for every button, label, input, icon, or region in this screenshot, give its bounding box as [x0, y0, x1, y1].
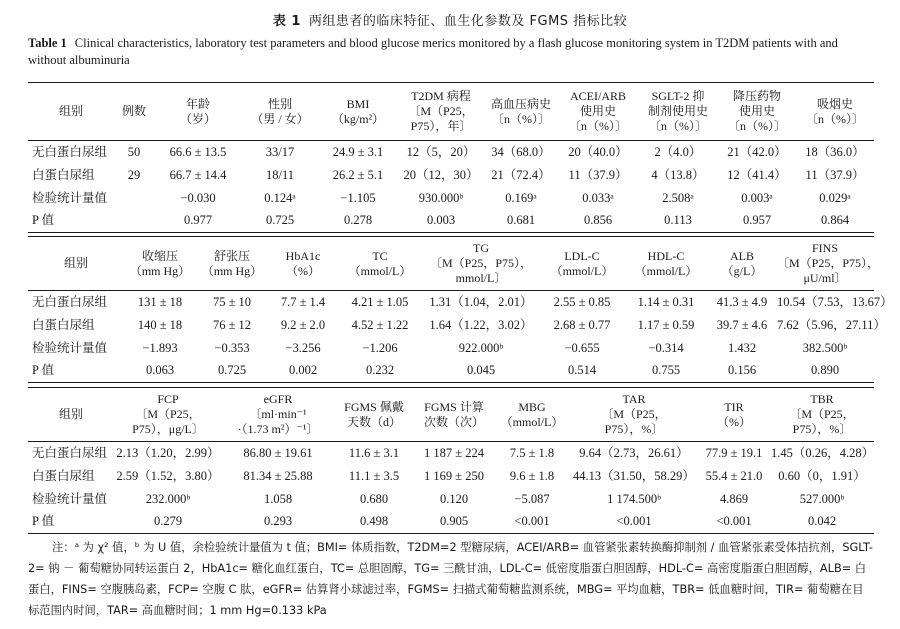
section-3-table [28, 387, 874, 534]
table-cell: 0.755 [624, 360, 708, 383]
table-cell: −0.030 [180, 190, 216, 205]
table-cell: 1 187 ± 224 [424, 445, 484, 460]
table-cell: 1.64（1.22，3.02） [429, 317, 533, 332]
row-label: 白蛋白尿组 [32, 317, 95, 332]
table-cell: 11.1 ± 3.5 [348, 468, 400, 483]
table-cell: 0.60（0，1.91） [778, 468, 866, 483]
table-cell: 0.042 [770, 511, 874, 534]
table-cell: 4（13.8） [651, 167, 705, 182]
table-title-english [28, 35, 872, 69]
table-cell: 527.000ᵇ [799, 491, 845, 506]
table-cell: 20（40.0） [568, 144, 628, 159]
table-cell: −1.893 [142, 340, 178, 355]
table-cell: 0.029ᵃ [819, 190, 851, 205]
table-cell: −0.655 [564, 340, 600, 355]
header-cell: SGLT-2 抑 制剂使用史 〔n（%）〕 [638, 83, 718, 141]
table-cell: 41.3 ± 4.9 [716, 294, 768, 309]
header-cell: FINS 〔M（P25，P75）， μU/ml〕 [776, 237, 874, 291]
table-cell: 0.002 [268, 360, 338, 383]
table-cell: 0.856 [558, 210, 638, 233]
header-cell: FGMS 佩戴 天数（d） [334, 388, 414, 442]
header-cell: 例数 [114, 83, 154, 141]
table-cell: 7.5 ± 1.8 [509, 445, 555, 460]
table-number-cn: 表 1 [272, 14, 301, 29]
table-cell: 18/11 [265, 167, 294, 182]
table-cell: −3.256 [285, 340, 321, 355]
table-cell: 76 ± 12 [212, 317, 252, 332]
table-title-chinese [0, 10, 900, 29]
header-cell: ALB （g/L） [708, 237, 776, 291]
header-cell: TG 〔M（P25，P75）， mmol/L〕 [422, 237, 540, 291]
row-label: 无白蛋白尿组 [32, 445, 108, 460]
table-cell: 12（5，20） [406, 144, 476, 159]
table-cell: 11（37.9） [568, 167, 628, 182]
table-cell: 4.21 ± 1.05 [351, 294, 409, 309]
header-cell: 性别 （男 / 女） [242, 83, 318, 141]
table-cell: 0.681 [484, 210, 558, 233]
table-cell: 1.31（1.04，2.01） [429, 294, 533, 309]
table-cell [114, 187, 154, 210]
table-cell: 0.680 [359, 491, 389, 506]
table-cell: 0.498 [334, 511, 414, 534]
table-cell: 66.7 ± 14.4 [169, 167, 227, 182]
table-cell: 0.063 [124, 360, 196, 383]
table-cell: 2.508ᵃ [662, 190, 694, 205]
table-cell: 0.045 [422, 360, 540, 383]
table-cell: 0.120 [439, 491, 469, 506]
table-cell: 1 174.500ᵇ [607, 491, 661, 506]
table-cell: 33/17 [265, 144, 295, 159]
table-cell: 922.000ᵇ [458, 340, 504, 355]
table-cell: 75 ± 10 [212, 294, 252, 309]
table-cell: −1.206 [362, 340, 398, 355]
table-cell: 50 [127, 144, 141, 159]
table-cell: 44.13（31.50，58.29） [573, 468, 695, 483]
header-cell: BMI （kg/m²） [318, 83, 398, 141]
table-cell: 0.725 [242, 210, 318, 233]
table-cell: 4.869 [719, 491, 749, 506]
table-cell: 0.977 [154, 210, 242, 233]
table-cell: 24.9 ± 3.1 [332, 144, 384, 159]
table-cell: 2（4.0） [654, 144, 702, 159]
table-cell: 2.68 ± 0.77 [553, 317, 611, 332]
table-cell: −5.087 [514, 491, 550, 506]
table-cell: 0.003 [398, 210, 484, 233]
header-cell: HbA1c （%） [268, 237, 338, 291]
table-cell: 0.169ᵃ [505, 190, 537, 205]
table-cell: 55.4 ± 21.0 [705, 468, 763, 483]
table-cell: 39.7 ± 4.6 [716, 317, 768, 332]
row-label: 检验统计量值 [32, 190, 108, 205]
table-cell: 0.003ᵃ [741, 190, 773, 205]
table-cell: 86.80 ± 19.61 [243, 445, 313, 460]
table-cell: 0.232 [338, 360, 422, 383]
section-1-table [28, 82, 874, 233]
row-label: 白蛋白尿组 [32, 167, 95, 182]
row-label: 检验统计量值 [32, 491, 108, 506]
row-label: P 值 [28, 360, 124, 383]
table-cell: −0.353 [214, 340, 250, 355]
header-cell: 降压药物 使用史 〔n（%）〕 [718, 83, 796, 141]
header-cell: MBG （mmol/L） [494, 388, 570, 442]
table-cell: 1 169 ± 250 [424, 468, 484, 483]
table-cell: 0.113 [638, 210, 718, 233]
table-cell: 1.17 ± 0.59 [637, 317, 695, 332]
header-cell: TBR 〔M（P25， P75），%〕 [770, 388, 874, 442]
table-cell: 382.500ᵇ [802, 340, 848, 355]
table-cell: 2.55 ± 0.85 [553, 294, 611, 309]
table-cell: 9.6 ± 1.8 [509, 468, 555, 483]
header-cell: 高血压病史 〔n（%）〕 [484, 83, 558, 141]
header-cell: FCP 〔M（P25， P75），μg/L〕 [114, 388, 222, 442]
row-label: 无白蛋白尿组 [32, 144, 108, 159]
header-cell: eGFR 〔ml·min⁻¹ ·（1.73 m²）⁻¹〕 [222, 388, 334, 442]
table-cell: 12（41.4） [727, 167, 787, 182]
header-cell: LDL-C （mmol/L） [540, 237, 624, 291]
table-cell: 0.890 [776, 360, 874, 383]
table-cell: 2.59（1.52，3.80） [116, 468, 220, 483]
header-cell: HDL-C （mmol/L） [624, 237, 708, 291]
table-cell: −1.105 [340, 190, 376, 205]
table-cell: 29 [127, 167, 141, 182]
table-cell: 0.905 [414, 511, 494, 534]
row-label: P 值 [28, 210, 114, 233]
table-title-en-text: Clinical characteristics, laboratory test parameters and blood glucose merics monitored by a flash glucose monitoring system in T2DM patients with and without albuminuria [28, 36, 838, 67]
table-cell: 0.124ᵃ [264, 190, 296, 205]
table-cell: 10.54（7.53，13.67） [777, 294, 893, 309]
table-cell: 1.45（0.26，4.28） [771, 445, 875, 460]
table-cell: 131 ± 18 [137, 294, 183, 309]
table-cell: 11.6 ± 3.1 [348, 445, 400, 460]
table-cell: 18（36.0） [805, 144, 865, 159]
table-cell: 7.7 ± 1.4 [280, 294, 326, 309]
table-cell: 11（37.9） [805, 167, 865, 182]
table-cell: 9.2 ± 2.0 [280, 317, 326, 332]
header-cell: 舒张压 （mm Hg） [196, 237, 268, 291]
table-number-en: Table 1 [28, 36, 67, 50]
table-title-cn-text: 两组患者的临床特征、血生化参数及 FGMS 指标比较 [308, 14, 628, 29]
table-cell: 9.64（2.73，26.61） [579, 445, 689, 460]
header-cell: ACEI/ARB 使用史 〔n（%）〕 [558, 83, 638, 141]
table-cell: −0.314 [648, 340, 684, 355]
table-cell: 0.033ᵃ [582, 190, 614, 205]
table-cell: 34（68.0） [491, 144, 551, 159]
header-cell: 组别 [28, 83, 114, 141]
table-cell: 0.514 [540, 360, 624, 383]
header-cell: 年龄 （岁） [154, 83, 242, 141]
table-cell: 0.156 [708, 360, 776, 383]
table-cell: 140 ± 18 [137, 317, 183, 332]
table-cell: 21（42.0） [727, 144, 787, 159]
table-cell: <0.001 [698, 511, 770, 534]
header-cell: T2DM 病程 〔M（P25， P75），年〕 [398, 83, 484, 141]
table-cell: 1.058 [263, 491, 293, 506]
header-cell: 吸烟史 〔n（%）〕 [796, 83, 874, 141]
table-cell: 7.62（5.96，27.11） [777, 317, 886, 332]
header-cell: TIR （%） [698, 388, 770, 442]
row-label: 检验统计量值 [32, 340, 108, 355]
header-cell: TAR 〔M（P25， P75），%〕 [570, 388, 698, 442]
table-cell: 0.725 [196, 360, 268, 383]
table-cell: 0.279 [114, 511, 222, 534]
table-cell: 0.278 [318, 210, 398, 233]
table-cell: 21（72.4） [491, 167, 551, 182]
table-cell: 1.432 [727, 340, 757, 355]
table-cell: 0.864 [796, 210, 874, 233]
table-cell: 1.14 ± 0.31 [637, 294, 695, 309]
table-cell: 2.13（1.20，2.99） [116, 445, 220, 460]
table-cell: 4.52 ± 1.22 [351, 317, 409, 332]
table-cell: 930.000ᵇ [418, 190, 464, 205]
table-cell: 0.293 [222, 511, 334, 534]
table-cell: 20（12，30） [403, 167, 479, 182]
table-cell: 81.34 ± 25.88 [243, 468, 313, 483]
header-cell: 组别 [28, 237, 124, 291]
header-cell: TC （mmol/L） [338, 237, 422, 291]
table-cell: 66.6 ± 13.5 [169, 144, 227, 159]
row-label: 无白蛋白尿组 [32, 294, 108, 309]
table-cell: 26.2 ± 5.1 [332, 167, 384, 182]
table-cell: <0.001 [570, 511, 698, 534]
header-cell: 组别 [28, 388, 114, 442]
section-2-table [28, 236, 893, 383]
table-cell: 232.000ᵇ [145, 491, 191, 506]
table-cell: 77.9 ± 19.1 [705, 445, 763, 460]
table-footnotes: 注：ᵃ 为 χ² 值，ᵇ 为 U 值，余检验统计量值为 t 值；BMI= 体质指数，T2DM=2 型糖尿病，ACEI/ARB= 血管紧张素转换酶抑制剂 / 血管紧张素受体拮抗剂，SGLT-2= 钠 － 葡萄糖协同转运蛋白 2，HbA1c= 糖化血红蛋白，TC= 总胆固醇，TG= 三酰甘油，LDL-C= 低密度脂蛋白胆固醇，HDL-C= 高密度脂蛋白胆固醇，ALB= 白蛋白，FINS= 空腹胰岛素，FCP= 空腹 C 肽，eGFR= 估算肾小球滤过率，FGMS= 扫描式葡萄糖监测系统，MBG= 平均血糖，TBR= 低血糖时间，TIR= 葡萄糖在目标范围内时间，TAR= 高血糖时间；1 mm Hg=0.133 kPa [28, 541, 873, 617]
table-cell: <0.001 [494, 511, 570, 534]
table-cell [114, 210, 154, 233]
table-cell: 0.957 [718, 210, 796, 233]
header-cell: 收缩压 （mm Hg） [124, 237, 196, 291]
header-cell: FGMS 计算 次数（次） [414, 388, 494, 442]
row-label: P 值 [28, 511, 114, 534]
row-label: 白蛋白尿组 [32, 468, 95, 483]
